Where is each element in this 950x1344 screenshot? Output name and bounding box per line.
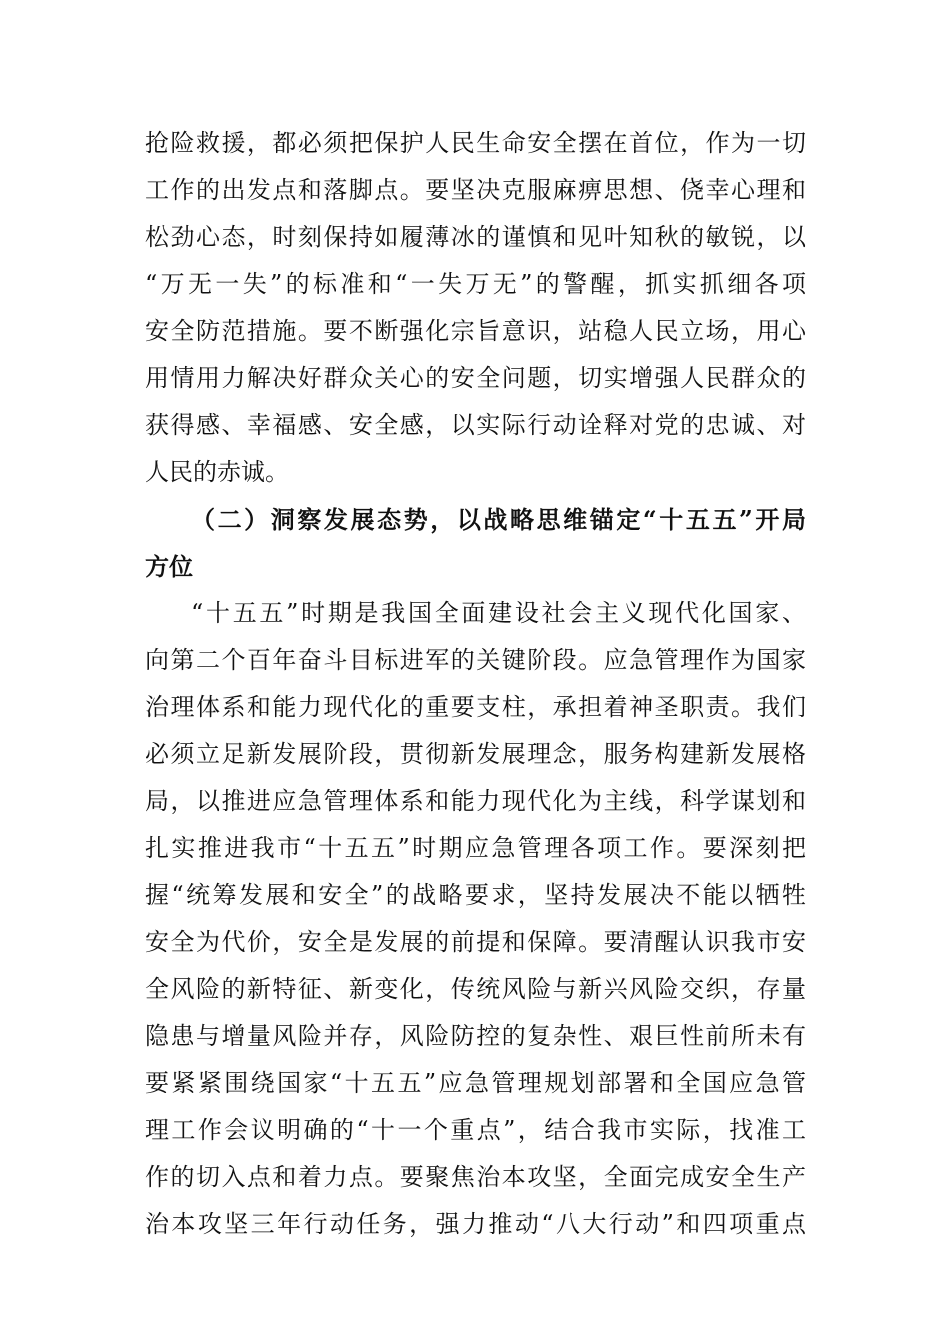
document-body: [145, 120, 806, 1248]
paragraph-line: 向第二个百年奋斗目标进军的关键阶段。应急管理作为国家: [145, 646, 806, 674]
section-heading-line: 方位: [145, 552, 193, 581]
paragraph-line: 握“统筹发展和安全”的战略要求，坚持发展决不能以牺牲: [145, 881, 806, 909]
paragraph-line: 必须立足新发展阶段，贯彻新发展理念，服务构建新发展格: [145, 740, 806, 768]
paragraph-line: 抢险救援，都必须把保护人民生命安全摆在首位，作为一切: [145, 129, 806, 157]
paragraph-line: 治理体系和能力现代化的重要支柱，承担着神圣职责。我们: [145, 693, 806, 721]
paragraph-line: 局，以推进应急管理体系和能力现代化为主线，科学谋划和: [145, 787, 806, 815]
paragraph-line: 安全防范措施。要不断强化宗旨意识，站稳人民立场，用心: [145, 317, 806, 345]
section-heading-line: （二）洞察发展态势，以战略思维锚定“十五五”开局: [191, 505, 806, 534]
paragraph-line: 用情用力解决好群众关心的安全问题，切实增强人民群众的: [145, 364, 806, 392]
paragraph-line: 治本攻坚三年行动任务，强力推动“八大行动”和四项重点: [145, 1210, 806, 1238]
paragraph-line: 人民的赤诚。: [145, 458, 289, 486]
paragraph-line: 松劲心态，时刻保持如履薄冰的谨慎和见叶知秋的敏锐，以: [145, 223, 806, 251]
paragraph-line: 要紧紧围绕国家“十五五”应急管理规划部署和全国应急管: [145, 1069, 806, 1097]
paragraph-line: 理工作会议明确的“十一个重点”，结合我市实际，找准工: [145, 1116, 806, 1144]
paragraph-line: “十五五”时期是我国全面建设社会主义现代化国家、: [191, 599, 806, 627]
paragraph-line: 隐患与增量风险并存，风险防控的复杂性、艰巨性前所未有: [145, 1022, 806, 1050]
paragraph-line: “万无一失”的标准和“一失万无”的警醒，抓实抓细各项: [145, 270, 806, 298]
paragraph-line: 扎实推进我市“十五五”时期应急管理各项工作。要深刻把: [145, 834, 806, 862]
paragraph-line: 获得感、幸福感、安全感，以实际行动诠释对党的忠诚、对: [145, 411, 806, 439]
paragraph-line: 作的切入点和着力点。要聚焦治本攻坚，全面完成安全生产: [145, 1163, 806, 1191]
paragraph-line: 全风险的新特征、新变化，传统风险与新兴风险交织，存量: [145, 975, 806, 1003]
paragraph-line: 工作的出发点和落脚点。要坚决克服麻痹思想、侥幸心理和: [145, 176, 806, 204]
paragraph-line: 安全为代价，安全是发展的前提和保障。要清醒认识我市安: [145, 928, 806, 956]
